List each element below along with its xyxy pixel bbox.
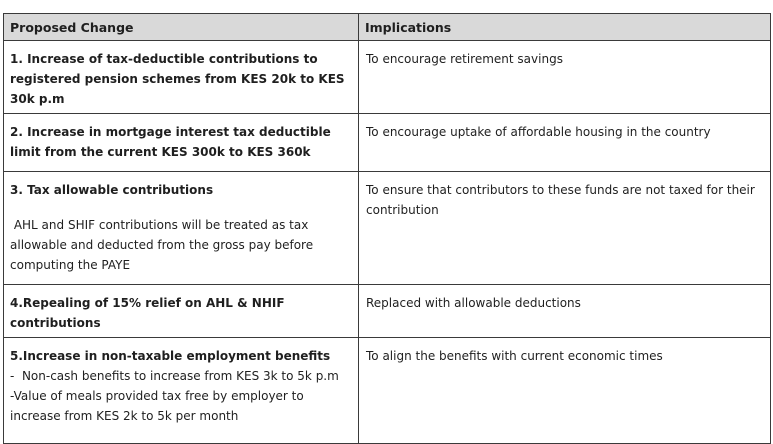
table-row	[4, 338, 771, 444]
proposed-change-cell	[4, 338, 359, 444]
header-proposed-change: Proposed Change	[4, 14, 359, 41]
change-detail: AHL and SHIF contributions will be treated as tax allowable and deducted from the gross pay before computing the PAYE	[10, 218, 317, 272]
change-title: 1. Increase of tax-deductible contributions to registered pension schemes from KES 20k to KES 30k p.m	[10, 52, 345, 106]
proposed-change-cell	[4, 114, 359, 172]
implication-cell: To encourage retirement savings	[359, 41, 771, 114]
implication-cell: To ensure that contributors to these funds are not taxed for their contribution	[359, 172, 771, 285]
header-row	[4, 14, 771, 41]
change-title: 5.Increase in non-taxable employment benefits	[10, 349, 331, 363]
table-row	[4, 172, 771, 285]
change-detail: - Non-cash benefits to increase from KES 3k to 5k p.m	[10, 369, 339, 383]
table-row	[4, 114, 771, 172]
change-title: 2. Increase in mortgage interest tax deductible limit from the current KES 300k to KES 360k	[10, 125, 331, 159]
proposed-change-cell	[4, 285, 359, 338]
implication-cell: To align the benefits with current economic times	[359, 338, 771, 444]
change-title: 4.Repealing of 15% relief on AHL & NHIF contributions	[10, 296, 285, 330]
implication-cell: Replaced with allowable deductions	[359, 285, 771, 338]
change-detail: -Value of meals provided tax free by employer to increase from KES 2k to 5k per month	[10, 389, 304, 423]
table-row	[4, 285, 771, 338]
implication-cell: To encourage uptake of affordable housing in the country	[359, 114, 771, 172]
header-implications: Implications	[359, 14, 771, 41]
table-row	[4, 41, 771, 114]
proposed-change-cell	[4, 41, 359, 114]
tax-changes-table	[3, 13, 771, 444]
proposed-change-cell	[4, 172, 359, 285]
change-title: 3. Tax allowable contributions	[10, 183, 214, 197]
